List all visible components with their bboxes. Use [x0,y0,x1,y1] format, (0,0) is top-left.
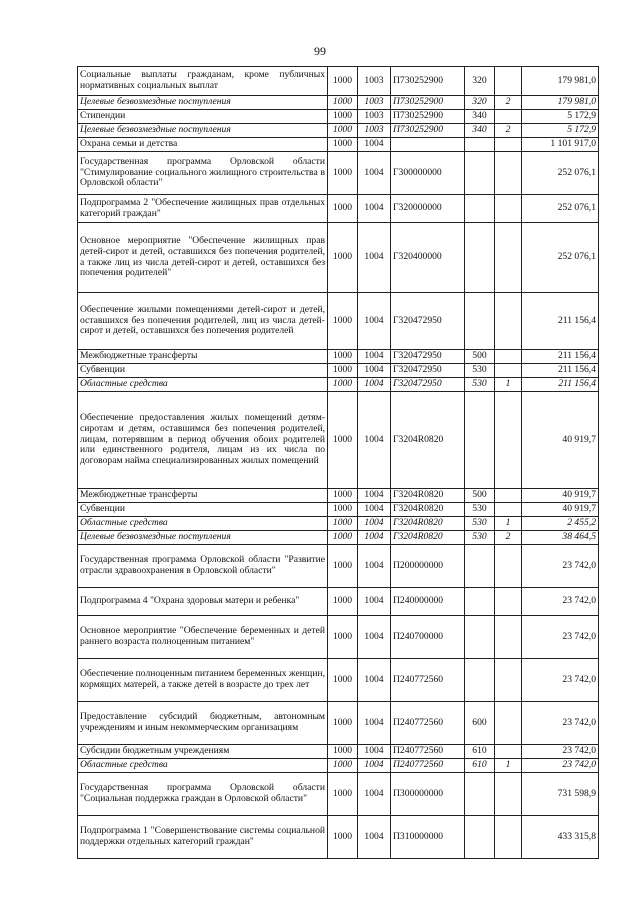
row-name: Субвенции [78,364,328,378]
expense-type-code [465,138,495,152]
section-code: 1000 [328,773,358,816]
subsection-code: 1003 [358,124,391,138]
table-row [78,195,599,223]
row-name: Целевые безвозмездные поступления [78,96,328,110]
target-article-code: П730252900 [391,110,465,124]
funding-source-code [495,392,522,489]
amount: 2 455,2 [522,517,599,531]
funding-source-code [495,293,522,350]
row-name: Обеспечение жилыми помещениями детей-сирот и детей, оставшихся без попечения родителей, лиц из числа детей-сирот и детей, оставшихся без попечения родителей [78,293,328,350]
funding-source-code: 2 [495,124,522,138]
table-row [78,517,599,531]
expense-type-code: 320 [465,96,495,110]
section-code: 1000 [328,110,358,124]
row-name: Межбюджетные трансферты [78,489,328,503]
table-row [78,124,599,138]
target-article-code: П240700000 [391,616,465,659]
target-article-code: Г320000000 [391,195,465,223]
amount: 211 156,4 [522,293,599,350]
amount: 1 101 917,0 [522,138,599,152]
amount: 211 156,4 [522,378,599,392]
row-name: Социальные выплаты гражданам, кроме публичных нормативных социальных выплат [78,67,328,96]
funding-source-code [495,745,522,759]
funding-source-code [495,503,522,517]
subsection-code: 1004 [358,745,391,759]
section-code: 1000 [328,759,358,773]
row-name: Основное мероприятие "Обеспечение жилищных прав детей-сирот и детей, оставшихся без попечения родителей, а также лиц из числа детей-сирот и детей, оставшихся без попечения родителей" [78,223,328,293]
section-code: 1000 [328,152,358,195]
section-code: 1000 [328,96,358,110]
section-code: 1000 [328,67,358,96]
table-row [78,223,599,293]
row-name: Стипендии [78,110,328,124]
table-row [78,702,599,745]
funding-source-code [495,223,522,293]
funding-source-code: 2 [495,96,522,110]
section-code: 1000 [328,293,358,350]
row-name: Подпрограмма 4 "Охрана здоровья матери и ребенка" [78,588,328,616]
target-article-code: П240772560 [391,759,465,773]
section-code: 1000 [328,195,358,223]
row-name: Предоставление субсидий бюджетным, автономным учреждениям и иным некоммерческим организациям [78,702,328,745]
funding-source-code [495,545,522,588]
expense-type-code: 600 [465,702,495,745]
expense-type-code [465,223,495,293]
funding-source-code [495,816,522,859]
expense-type-code [465,816,495,859]
subsection-code: 1004 [358,659,391,702]
expense-type-code: 340 [465,124,495,138]
expense-type-code: 530 [465,503,495,517]
section-code: 1000 [328,503,358,517]
funding-source-code [495,588,522,616]
target-article-code: Г300000000 [391,152,465,195]
expense-type-code [465,545,495,588]
amount: 5 172,9 [522,124,599,138]
subsection-code: 1004 [358,152,391,195]
funding-source-code [495,350,522,364]
subsection-code: 1004 [358,545,391,588]
target-article-code: Г3204R0820 [391,392,465,489]
target-article-code: П200000000 [391,545,465,588]
expense-type-code: 610 [465,759,495,773]
row-name: Областные средства [78,517,328,531]
amount: 23 742,0 [522,616,599,659]
row-name: Субвенции [78,503,328,517]
row-name: Межбюджетные трансферты [78,350,328,364]
section-code: 1000 [328,659,358,702]
row-name: Обеспечение полноценным питанием беременных женщин, кормящих матерей, а также детей в возрасте до трех лет [78,659,328,702]
target-article-code: П300000000 [391,773,465,816]
funding-source-code [495,659,522,702]
page-number: 99 [314,44,326,58]
expense-type-code [465,616,495,659]
table-row [78,489,599,503]
table-row [78,545,599,588]
subsection-code: 1004 [358,489,391,503]
amount: 731 598,9 [522,773,599,816]
section-code: 1000 [328,223,358,293]
table-row [78,152,599,195]
subsection-code: 1004 [358,392,391,489]
target-article-code: Г320472950 [391,378,465,392]
funding-source-code [495,67,522,96]
target-article-code: Г320472950 [391,350,465,364]
table-row [78,378,599,392]
section-code: 1000 [328,616,358,659]
row-name: Субсидии бюджетным учреждениям [78,745,328,759]
table-row [78,293,599,350]
row-name: Областные средства [78,378,328,392]
table-row [78,138,599,152]
amount: 5 172,9 [522,110,599,124]
expense-type-code: 340 [465,110,495,124]
row-name: Основное мероприятие "Обеспечение беременных и детей раннего возраста полноценным питанием" [78,616,328,659]
target-article-code: Г3204R0820 [391,489,465,503]
funding-source-code [495,138,522,152]
subsection-code: 1004 [358,378,391,392]
subsection-code: 1003 [358,110,391,124]
table-row [78,588,599,616]
table-row [78,773,599,816]
section-code: 1000 [328,350,358,364]
amount: 23 742,0 [522,745,599,759]
subsection-code: 1003 [358,67,391,96]
section-code: 1000 [328,138,358,152]
amount: 23 742,0 [522,659,599,702]
subsection-code: 1004 [358,350,391,364]
amount: 23 742,0 [522,545,599,588]
amount: 23 742,0 [522,588,599,616]
funding-source-code: 2 [495,531,522,545]
expense-type-code: 530 [465,378,495,392]
target-article-code: П310000000 [391,816,465,859]
subsection-code: 1004 [358,503,391,517]
target-article-code: П240000000 [391,588,465,616]
target-article-code: Г3204R0820 [391,503,465,517]
row-name: Обеспечение предоставления жилых помещений детям-сиротам и детям, оставшимся без попечения родителей, лицам, потерявшим в период обучения обоих родителей или единственного родителя, лицам из их числа по договорам найма специализированных жилых помещений [78,392,328,489]
amount: 211 156,4 [522,350,599,364]
table-row [78,364,599,378]
funding-source-code [495,110,522,124]
funding-source-code [495,702,522,745]
amount: 38 464,5 [522,531,599,545]
row-name: Целевые безвозмездные поступления [78,531,328,545]
subsection-code: 1004 [358,364,391,378]
table-row [78,531,599,545]
expense-type-code: 530 [465,517,495,531]
table-row [78,503,599,517]
target-article-code: П240772560 [391,745,465,759]
expense-type-code [465,773,495,816]
target-article-code: Г3204R0820 [391,517,465,531]
section-code: 1000 [328,531,358,545]
budget-table [77,66,599,859]
funding-source-code [495,489,522,503]
target-article-code: П730252900 [391,124,465,138]
row-name: Подпрограмма 1 "Совершенствование системы социальной поддержки отдельных категорий граждан" [78,816,328,859]
funding-source-code: 1 [495,378,522,392]
section-code: 1000 [328,517,358,531]
section-code: 1000 [328,702,358,745]
expense-type-code: 610 [465,745,495,759]
amount: 40 919,7 [522,489,599,503]
subsection-code: 1004 [358,517,391,531]
subsection-code: 1004 [358,616,391,659]
expense-type-code [465,195,495,223]
amount: 179 981,0 [522,67,599,96]
subsection-code: 1004 [358,816,391,859]
amount: 252 076,1 [522,223,599,293]
target-article-code: Г320472950 [391,293,465,350]
funding-source-code [495,364,522,378]
amount: 211 156,4 [522,364,599,378]
amount: 179 981,0 [522,96,599,110]
amount: 40 919,7 [522,392,599,489]
expense-type-code [465,588,495,616]
expense-type-code [465,659,495,702]
row-name: Целевые безвозмездные поступления [78,124,328,138]
section-code: 1000 [328,489,358,503]
expense-type-code [465,152,495,195]
row-name: Подпрограмма 2 "Обеспечение жилищных прав отдельных категорий граждан" [78,195,328,223]
section-code: 1000 [328,364,358,378]
funding-source-code [495,773,522,816]
amount: 252 076,1 [522,152,599,195]
amount: 40 919,7 [522,503,599,517]
table-row [78,616,599,659]
target-article-code: Г320472950 [391,364,465,378]
row-name: Государственная программа Орловской области "Стимулирование социального жилищного строительства в Орловской области" [78,152,328,195]
row-name: Государственная программа Орловской области "Развитие отрасли здравоохранения в Орловской области" [78,545,328,588]
expense-type-code: 500 [465,489,495,503]
amount: 23 742,0 [522,702,599,745]
row-name: Областные средства [78,759,328,773]
expense-type-code: 500 [465,350,495,364]
target-article-code: П730252900 [391,67,465,96]
section-code: 1000 [328,545,358,588]
subsection-code: 1004 [358,138,391,152]
subsection-code: 1004 [358,195,391,223]
subsection-code: 1004 [358,293,391,350]
funding-source-code: 1 [495,517,522,531]
table-row [78,816,599,859]
table-row [78,759,599,773]
section-code: 1000 [328,378,358,392]
expense-type-code: 320 [465,67,495,96]
funding-source-code [495,152,522,195]
subsection-code: 1004 [358,773,391,816]
subsection-code: 1004 [358,759,391,773]
expense-type-code [465,293,495,350]
section-code: 1000 [328,588,358,616]
subsection-code: 1004 [358,588,391,616]
section-code: 1000 [328,745,358,759]
section-code: 1000 [328,124,358,138]
funding-source-code [495,616,522,659]
table-row [78,67,599,96]
amount: 252 076,1 [522,195,599,223]
funding-source-code: 1 [495,759,522,773]
section-code: 1000 [328,816,358,859]
target-article-code: Г320400000 [391,223,465,293]
table-row [78,96,599,110]
target-article-code: П240772560 [391,702,465,745]
target-article-code: П240772560 [391,659,465,702]
table-row [78,350,599,364]
subsection-code: 1004 [358,531,391,545]
target-article-code: П730252900 [391,96,465,110]
table-row [78,745,599,759]
subsection-code: 1004 [358,223,391,293]
table-row [78,659,599,702]
table-row [78,110,599,124]
section-code: 1000 [328,392,358,489]
row-name: Государственная программа Орловской области "Социальная поддержка граждан в Орловской области" [78,773,328,816]
target-article-code: Г3204R0820 [391,531,465,545]
subsection-code: 1003 [358,96,391,110]
target-article-code [391,138,465,152]
expense-type-code: 530 [465,364,495,378]
expense-type-code [465,392,495,489]
subsection-code: 1004 [358,702,391,745]
row-name: Охрана семьи и детства [78,138,328,152]
amount: 433 315,8 [522,816,599,859]
amount: 23 742,0 [522,759,599,773]
expense-type-code: 530 [465,531,495,545]
funding-source-code [495,195,522,223]
table-row [78,392,599,489]
